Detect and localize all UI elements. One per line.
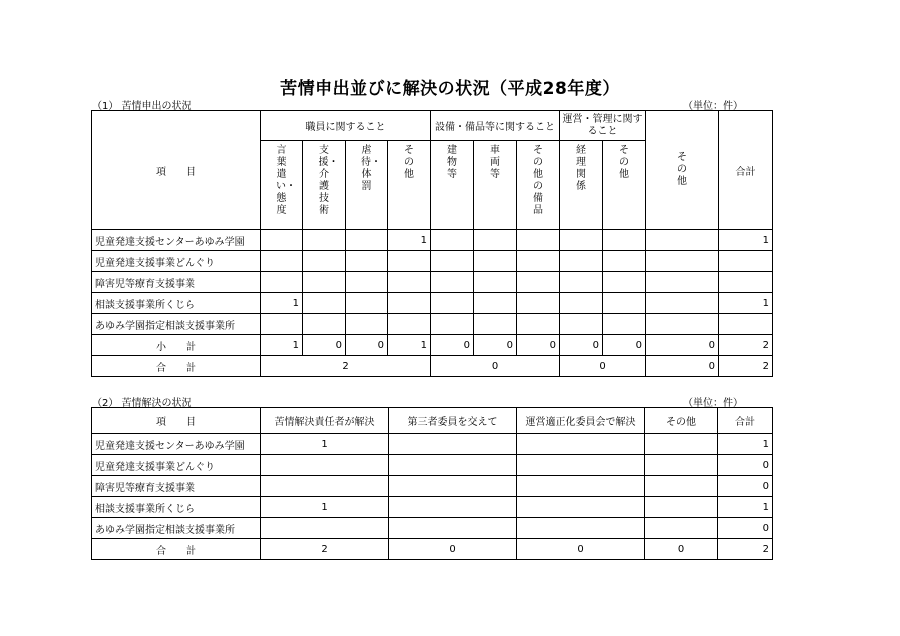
- subheader-cell: 言葉遣い・態度: [261, 141, 303, 230]
- value-cell: [388, 314, 431, 335]
- total-label: 合 計: [92, 356, 261, 377]
- value-cell: [645, 497, 718, 518]
- total-equipment: 0: [431, 356, 560, 377]
- value-cell: 0: [389, 539, 517, 560]
- value-cell: 0: [517, 539, 645, 560]
- subheader-cell: その他: [388, 141, 431, 230]
- table-row: [92, 434, 773, 455]
- value-cell: [719, 272, 773, 293]
- row-label: 児童発達支援事業どんぐり: [92, 455, 261, 476]
- value-cell: [646, 293, 719, 314]
- value-cell: [603, 272, 646, 293]
- value-cell: [719, 314, 773, 335]
- complaint-resolution-table: [91, 407, 773, 560]
- value-cell: [346, 251, 388, 272]
- total-row: [92, 356, 773, 377]
- table-row: [92, 455, 773, 476]
- total-staff: 2: [261, 356, 431, 377]
- value-cell: [261, 230, 303, 251]
- value-cell: [603, 314, 646, 335]
- total-total: 2: [719, 356, 773, 377]
- value-cell: 1: [718, 497, 773, 518]
- row-label: 相談支援事業所くじら: [92, 293, 261, 314]
- value-cell: [517, 314, 560, 335]
- value-cell: [346, 272, 388, 293]
- section1-unit: （単位：件）: [683, 101, 743, 112]
- value-cell: [261, 455, 389, 476]
- column-header: その他: [645, 408, 718, 434]
- value-cell: [431, 293, 474, 314]
- value-cell: 1: [261, 335, 303, 356]
- row-label: 児童発達支援センターあゆみ学園: [92, 434, 261, 455]
- value-cell: 0: [431, 335, 474, 356]
- value-cell: [474, 314, 517, 335]
- value-cell: 1: [388, 230, 431, 251]
- value-cell: [303, 251, 346, 272]
- table-row: [92, 314, 773, 335]
- value-cell: [388, 293, 431, 314]
- value-cell: [388, 251, 431, 272]
- row-label: 障害児等療育支援事業: [92, 272, 261, 293]
- value-cell: [560, 314, 603, 335]
- value-cell: [517, 230, 560, 251]
- value-cell: [303, 230, 346, 251]
- value-cell: 0: [560, 335, 603, 356]
- value-cell: [261, 272, 303, 293]
- value-cell: [346, 293, 388, 314]
- value-cell: [560, 230, 603, 251]
- value-cell: 0: [303, 335, 346, 356]
- value-cell: [560, 293, 603, 314]
- subheader-cell: 経理関係: [560, 141, 603, 230]
- value-cell: [389, 434, 517, 455]
- value-cell: [517, 434, 645, 455]
- value-cell: 2: [718, 539, 773, 560]
- column-header: 苦情解決責任者が解決: [261, 408, 389, 434]
- subheader-cell: その他の備品: [517, 141, 560, 230]
- total-row: [92, 539, 773, 560]
- table-row: [92, 251, 773, 272]
- value-cell: 0: [646, 335, 719, 356]
- value-cell: [303, 272, 346, 293]
- subtotal-row: [92, 335, 773, 356]
- value-cell: 1: [388, 335, 431, 356]
- section2-unit: （単位：件）: [683, 398, 743, 409]
- value-cell: 0: [718, 455, 773, 476]
- column-header: 運営適正化委員会で解決: [517, 408, 645, 434]
- value-cell: [431, 230, 474, 251]
- value-cell: [389, 497, 517, 518]
- value-cell: [517, 455, 645, 476]
- value-cell: 1: [261, 497, 389, 518]
- value-cell: [517, 518, 645, 539]
- value-cell: [431, 314, 474, 335]
- value-cell: [261, 518, 389, 539]
- value-cell: [261, 476, 389, 497]
- value-cell: 1: [718, 434, 773, 455]
- column-header: 合計: [718, 408, 773, 434]
- row-label: 児童発達支援センターあゆみ学園: [92, 230, 261, 251]
- value-cell: [646, 230, 719, 251]
- value-cell: 1: [261, 434, 389, 455]
- value-cell: [474, 293, 517, 314]
- value-cell: 0: [474, 335, 517, 356]
- value-cell: 1: [719, 293, 773, 314]
- section1-heading: （1） 苦情申出の状況: [92, 101, 192, 112]
- subheader-cell: 建物等: [431, 141, 474, 230]
- value-cell: [431, 251, 474, 272]
- value-cell: [346, 230, 388, 251]
- value-cell: [719, 251, 773, 272]
- value-cell: 2: [719, 335, 773, 356]
- other-header: その他: [646, 111, 719, 230]
- value-cell: [560, 251, 603, 272]
- value-cell: [517, 497, 645, 518]
- item-header: 項 目: [92, 111, 261, 230]
- table-row: [92, 293, 773, 314]
- value-cell: 0: [603, 335, 646, 356]
- table-row: [92, 476, 773, 497]
- value-cell: [517, 476, 645, 497]
- group-staff: 職員に関すること: [261, 111, 431, 141]
- complaint-filing-table: [91, 110, 773, 377]
- value-cell: [389, 476, 517, 497]
- value-cell: 0: [645, 539, 718, 560]
- table-row: [92, 230, 773, 251]
- value-cell: [303, 314, 346, 335]
- value-cell: [645, 434, 718, 455]
- page-title: 苦情申出並びに解決の状況（平成28年度）: [280, 79, 620, 99]
- row-label: あゆみ学園指定相談支援事業所: [92, 314, 261, 335]
- section2-heading: （2） 苦情解決の状況: [92, 398, 192, 409]
- value-cell: [261, 314, 303, 335]
- subheader-cell: その他: [603, 141, 646, 230]
- table-row: [92, 518, 773, 539]
- value-cell: [388, 272, 431, 293]
- value-cell: [389, 518, 517, 539]
- value-cell: 1: [261, 293, 303, 314]
- value-cell: [261, 251, 303, 272]
- value-cell: 0: [718, 476, 773, 497]
- value-cell: [645, 476, 718, 497]
- column-header: 項 目: [92, 408, 261, 434]
- value-cell: 0: [517, 335, 560, 356]
- table-row: [92, 272, 773, 293]
- total-label: 合 計: [92, 539, 261, 560]
- value-cell: 0: [718, 518, 773, 539]
- value-cell: 2: [261, 539, 389, 560]
- value-cell: [645, 455, 718, 476]
- value-cell: [517, 251, 560, 272]
- value-cell: [646, 251, 719, 272]
- value-cell: [646, 272, 719, 293]
- value-cell: 1: [719, 230, 773, 251]
- value-cell: [431, 272, 474, 293]
- subheader-cell: 支援・介護技術: [303, 141, 346, 230]
- value-cell: [474, 251, 517, 272]
- value-cell: [517, 272, 560, 293]
- value-cell: [645, 518, 718, 539]
- value-cell: [474, 230, 517, 251]
- row-label: あゆみ学園指定相談支援事業所: [92, 518, 261, 539]
- value-cell: [474, 272, 517, 293]
- value-cell: 0: [346, 335, 388, 356]
- row-label: 相談支援事業所くじら: [92, 497, 261, 518]
- value-cell: [560, 272, 603, 293]
- subheader-cell: 虐待・体罰: [346, 141, 388, 230]
- table-row: [92, 497, 773, 518]
- value-cell: [603, 230, 646, 251]
- value-cell: [389, 455, 517, 476]
- subheader-cell: 車両等: [474, 141, 517, 230]
- column-header: 第三者委員を交えて: [389, 408, 517, 434]
- value-cell: [603, 293, 646, 314]
- group-management: 運営・管理に関すること: [560, 111, 646, 141]
- value-cell: [303, 293, 346, 314]
- total-other: 0: [646, 356, 719, 377]
- total-header: 合計: [719, 111, 773, 230]
- row-label: 障害児等療育支援事業: [92, 476, 261, 497]
- total-management: 0: [560, 356, 646, 377]
- row-label: 児童発達支援事業どんぐり: [92, 251, 261, 272]
- group-equipment: 設備・備品等に関すること: [431, 111, 560, 141]
- value-cell: [646, 314, 719, 335]
- subtotal-label: 小 計: [92, 335, 261, 356]
- value-cell: [346, 314, 388, 335]
- value-cell: [603, 251, 646, 272]
- value-cell: [517, 293, 560, 314]
